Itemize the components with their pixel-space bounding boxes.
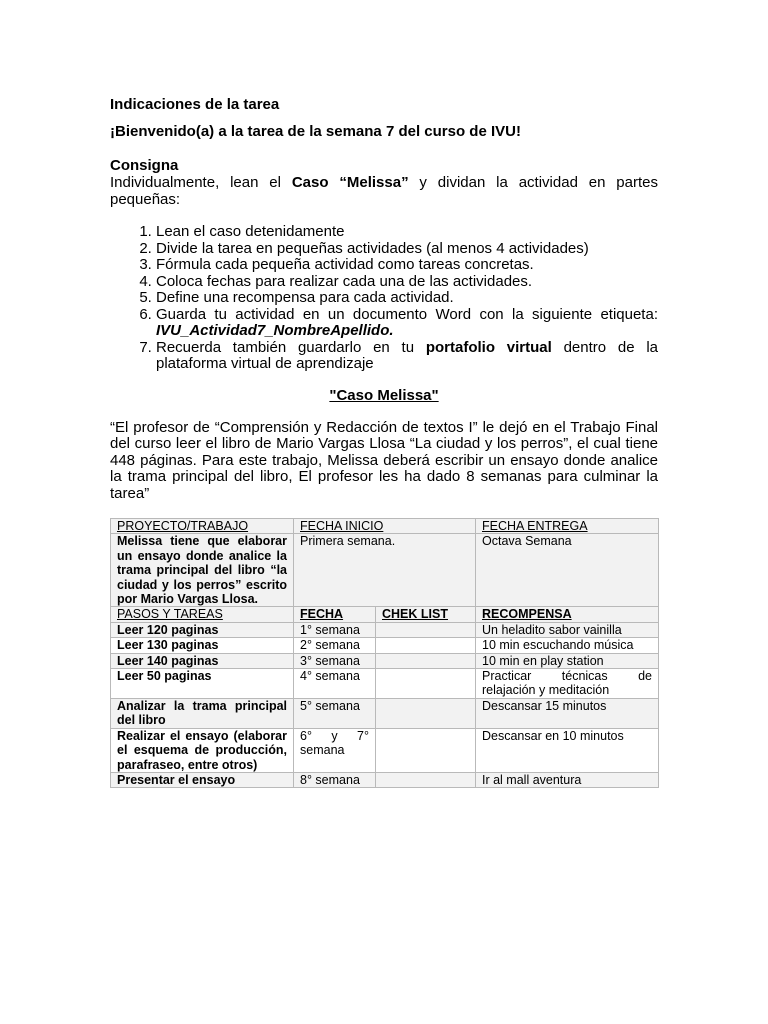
date-cell: 1° semana (294, 622, 376, 637)
start-date-cell: Primera semana. (294, 534, 476, 607)
task-cell: Analizar la trama principal del libro (111, 698, 294, 728)
task-cell: Leer 140 paginas (111, 653, 294, 668)
checklist-cell (376, 653, 476, 668)
checklist-cell (376, 772, 476, 787)
table-row (111, 622, 659, 637)
case-name-reference: Caso “Melissa” (291, 174, 409, 191)
table-row (111, 653, 659, 668)
task-cell: Presentar el ensayo (111, 772, 294, 787)
table-row (111, 728, 659, 772)
checklist-cell (376, 622, 476, 637)
consigna-intro (110, 175, 658, 208)
due-date-header-cell: FECHA ENTREGA (476, 519, 659, 534)
instruction-item: 2. Divide la tarea en pequeñas actividades (al menos 4 actividades) (156, 241, 658, 258)
date-cell: 2° semana (294, 638, 376, 653)
table-row (111, 772, 659, 787)
date-cell: 8° semana (294, 772, 376, 787)
table-row (111, 698, 659, 728)
checklist-header-cell: CHEK LIST (376, 607, 476, 622)
reward-header-cell: RECOMPENSA (476, 607, 659, 622)
date-header-cell: FECHA (294, 607, 376, 622)
reward-cell: Practicar técnicas de relajación y meditación (476, 669, 659, 699)
portfolio-reference: portafolio virtual (425, 338, 552, 356)
table-row (111, 669, 659, 699)
date-cell: 6° y 7° semana (294, 728, 376, 772)
consigna-intro-text-2: y dividan la actividad en partes pequeñas: (110, 174, 658, 208)
task-cell: Leer 50 paginas (111, 669, 294, 699)
consigna-heading: Consigna (110, 157, 179, 174)
instruction-text: dentro de la plataforma virtual de aprendizaje (156, 338, 659, 372)
instruction-item (156, 307, 658, 340)
consigna-intro-text-1: Individualmente, lean el (110, 174, 292, 191)
plan-table (110, 518, 659, 788)
reward-cell: Ir al mall aventura (476, 772, 659, 787)
reward-cell: Un heladito sabor vainilla (476, 622, 659, 637)
start-date-header-cell: FECHA INICIO (294, 519, 476, 534)
task-cell: Leer 120 paginas (111, 622, 294, 637)
project-description-cell: Melissa tiene que elaborar un ensayo donde analice la trama principal del libro “la ciudad y los perros” escrito por Mario Vargas Llosa. (111, 534, 294, 607)
instructions-list (110, 224, 658, 373)
project-header-cell: PROYECTO/TRABAJO (111, 519, 294, 534)
instruction-item: 1. Lean el caso detenidamente (156, 224, 658, 241)
date-cell: 5° semana (294, 698, 376, 728)
instruction-text: Recuerda también guardarlo en tu (156, 338, 426, 356)
reward-cell: Descansar en 10 minutos (476, 728, 659, 772)
instruction-item: 3. Fórmula cada pequeña actividad como tareas concretas. (156, 257, 658, 274)
task-cell: Leer 130 paginas (111, 638, 294, 653)
instruction-item: 5. Define una recompensa para cada actividad. (156, 290, 658, 307)
checklist-cell (376, 698, 476, 728)
project-header-row (111, 519, 659, 534)
task-cell: Realizar el ensayo (elaborar el esquema de producción, parafraseo, entre otros) (111, 728, 294, 772)
steps-header-cell: PASOS Y TAREAS (111, 607, 294, 622)
case-title: "Caso Melissa" (329, 386, 439, 404)
due-date-cell: Octava Semana (476, 534, 659, 607)
date-cell: 3° semana (294, 653, 376, 668)
file-label: IVU_Actividad7_NombreApellido. (156, 322, 394, 339)
table-row (111, 638, 659, 653)
reward-cell: 10 min en play station (476, 653, 659, 668)
steps-header-row (111, 607, 659, 622)
checklist-cell (376, 638, 476, 653)
reward-cell: 10 min escuchando música (476, 638, 659, 653)
instruction-item (156, 340, 658, 373)
document-content (110, 96, 658, 788)
instruction-text: Guarda tu actividad en un documento Word con la siguiente etiqueta: (156, 305, 658, 323)
case-text: “El profesor de “Comprensión y Redacción de textos I” le dejó en el Trabajo Final del curso leer el libro de Mario Vargas Llosa “La ciudad y los perros”, el cual tiene 448 páginas. Para este trabajo, Melissa deberá escribir un ensayo donde analice la trama principal del libro, El profesor les ha dado 8 semanas para culminar la tarea” (110, 418, 658, 502)
instruction-item: 4. Coloca fechas para realizar cada una de las actividades. (156, 274, 658, 291)
checklist-cell (376, 669, 476, 699)
welcome-heading: ¡Bienvenido(a) a la tarea de la semana 7 del curso de IVU! (110, 123, 521, 140)
project-row (111, 534, 659, 607)
page-title: Indicaciones de la tarea (110, 96, 280, 113)
reward-cell: Descansar 15 minutos (476, 698, 659, 728)
checklist-cell (376, 728, 476, 772)
date-cell: 4° semana (294, 669, 376, 699)
